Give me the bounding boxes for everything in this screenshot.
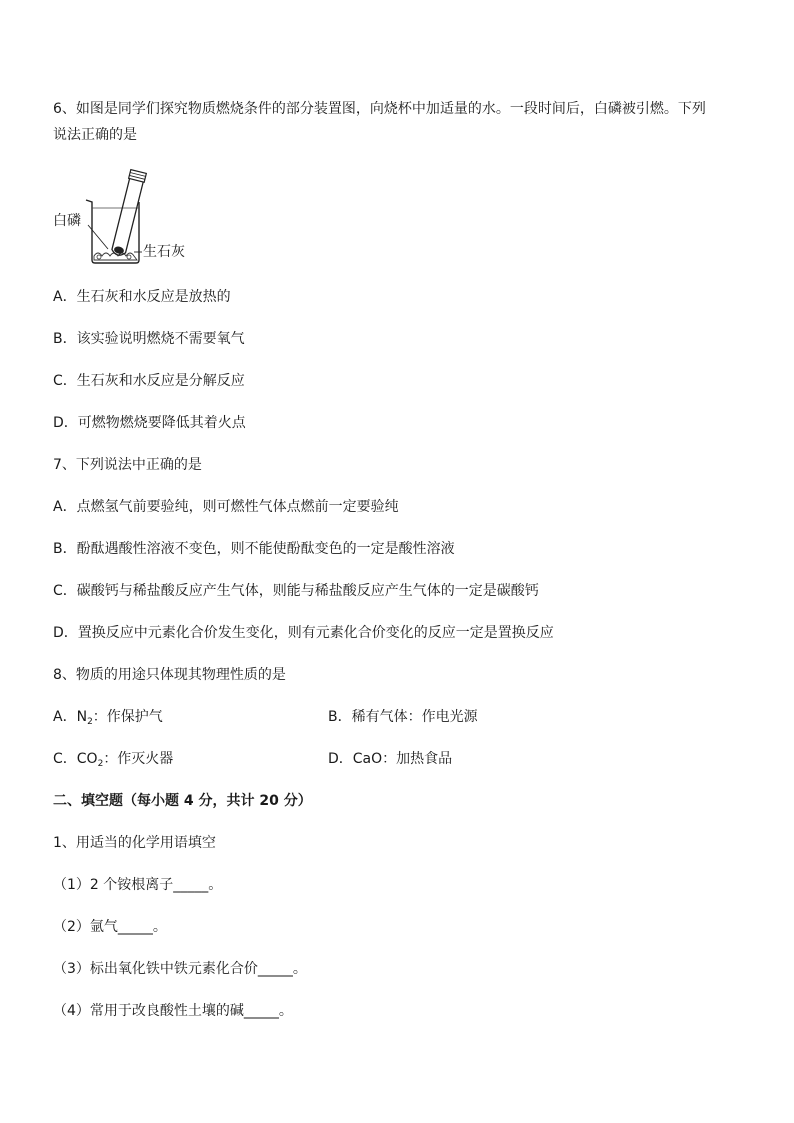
q6-option-c: C．生石灰和水反应是分解反应 [53, 373, 245, 389]
q6-option-b: B．该实验说明燃烧不需要氧气 [53, 331, 245, 347]
q7-option-b: B．酚酞遇酸性溶液不变色，则不能使酚酞变色的一定是酸性溶液 [53, 541, 455, 557]
fill-q1-item-2: （2）氩气_____。 [53, 919, 167, 935]
fill-q1-stem: 1、用适当的化学用语填空 [53, 835, 216, 851]
q8-option-c-subscript: 2 [97, 759, 104, 769]
q8-option-a-rest: ：作保护气 [92, 709, 163, 725]
q7-stem: 7、下列说法中正确的是 [53, 457, 202, 473]
q8-option-c [53, 749, 173, 774]
q6-option-a: A．生石灰和水反应是放热的 [53, 289, 231, 305]
q8-option-a [53, 707, 163, 732]
q6-stem-line1: 6、如图是同学们探究物质燃烧条件的部分装置图，向烧杯中加适量的水。一段时间后，白磷被引燃。下列 [53, 101, 706, 117]
q6-stem-line2: 说法正确的是 [53, 127, 137, 143]
q8-option-a-prefix: A．N [53, 709, 88, 725]
q7-option-a: A．点燃氢气前要验纯，则可燃性气体点燃前一定要验纯 [53, 499, 399, 515]
test-tube [110, 170, 146, 257]
fill-q1-item-4: （4）常用于改良酸性土壤的碱_____。 [53, 1003, 293, 1019]
fill-q1-item-3: （3）标出氧化铁中铁元素化合价_____。 [53, 961, 307, 977]
q6-option-d: D．可燃物燃烧要降低其着火点 [53, 415, 246, 431]
section-heading: 二、填空题（每小题 4 分，共计 20 分） [53, 793, 312, 809]
fill-q1-item-1: （1）2 个铵根离子_____。 [53, 877, 223, 893]
q8-option-a-subscript: 2 [87, 717, 93, 727]
label-white-phosphorus: 白磷 [53, 213, 81, 229]
q8-option-c-rest: ：作灭火器 [103, 751, 174, 767]
label-leader-left [88, 225, 108, 249]
q8-option-d: D．CaO：加热食品 [328, 751, 453, 767]
q7-option-d: D．置换反应中元素化合价发生变化，则有元素化合价变化的反应一定是置换反应 [53, 625, 554, 641]
q8-option-c-prefix: C．CO [53, 751, 98, 767]
q8-option-b: B．稀有气体：作电光源 [328, 709, 478, 725]
q7-option-c: C．碳酸钙与稀盐酸反应产生气体，则能与稀盐酸反应产生气体的一定是碳酸钙 [53, 583, 539, 599]
label-quicklime: 生石灰 [143, 244, 185, 260]
q8-stem: 8、物质的用途只体现其物理性质的是 [53, 667, 286, 683]
